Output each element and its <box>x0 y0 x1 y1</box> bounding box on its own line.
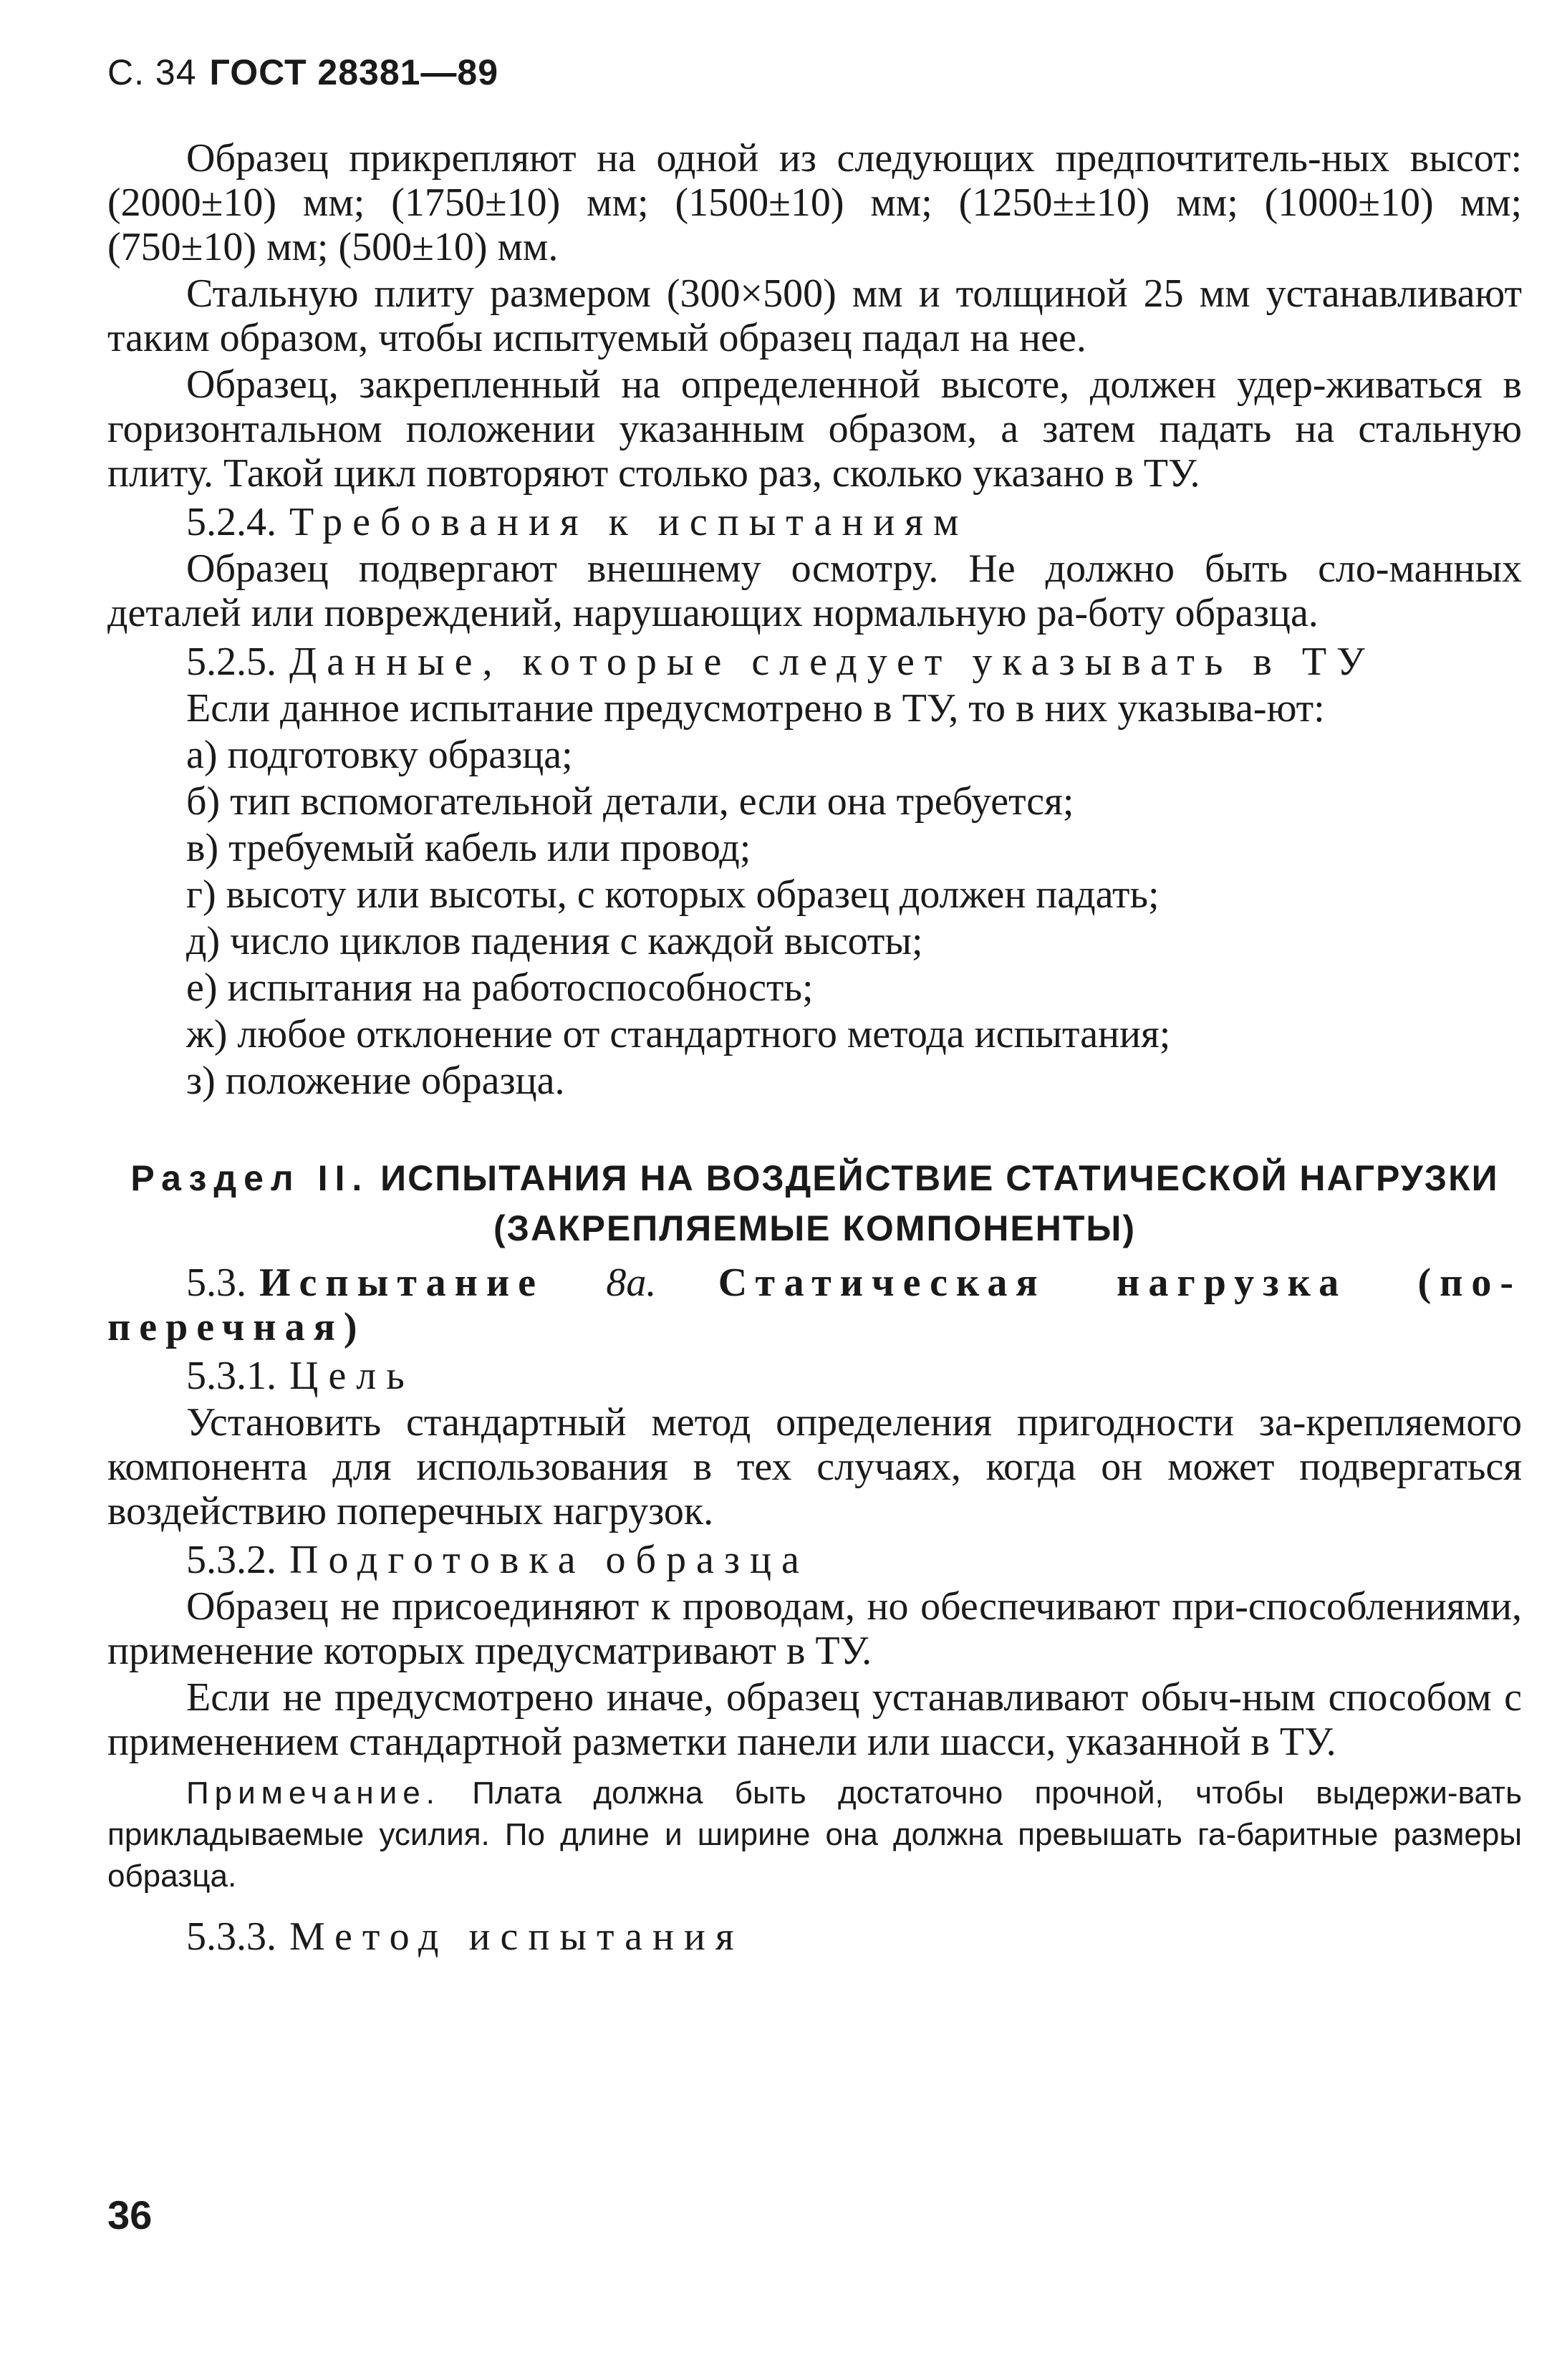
requirements-list <box>107 733 1522 1103</box>
list-item: ж) любое отклонение от стандартного метода испытания; <box>186 1012 1171 1056</box>
heading-5-2-4 <box>107 500 1522 544</box>
section-label: Раздел II. <box>130 1158 370 1198</box>
paragraph-heights: Образец прикрепляют на одной из следующих предпочтитель-ных высот: (2000±10) мм; (1750±10) мм; (1500±10) мм; (1250±±10) мм; (1000±10) мм; (750±10) мм; (500±10) мм. <box>107 136 1522 269</box>
heading-5-2-5 <box>107 640 1522 684</box>
heading-5-3-2 <box>107 1538 1522 1582</box>
list-item: а) подготовку образца; <box>186 733 573 777</box>
header-page-label: С. 34 <box>107 52 197 92</box>
list-item: з) положение образца. <box>186 1059 565 1103</box>
heading-number: 5.3.1. <box>186 1354 276 1398</box>
heading-title: Статическая нагрузка (по-перечная) <box>107 1261 1523 1349</box>
list-item: б) тип вспомогательной детали, если она требуется; <box>186 779 1074 824</box>
paragraph-purpose: Установить стандартный метод определения пригодности за-крепляемого компонента для использования в тех случаях, когда он может подвергаться воздействию поперечных нагрузок. <box>107 1400 1522 1533</box>
list-item: в) требуемый кабель или провод; <box>186 826 751 870</box>
heading-title: Подготовка образца <box>289 1538 809 1582</box>
section-title-line-1: ИСПЫТАНИЯ НА ВОЗДЕЙСТВИЕ СТАТИЧЕСКОЙ НАГРУЗКИ <box>380 1158 1499 1198</box>
test-word: Испытание <box>259 1261 544 1305</box>
section-title-line-2: (ЗАКРЕПЛЯЕМЫЕ КОМПОНЕНТЫ) <box>493 1208 1137 1248</box>
paragraph-drop-cycle: Образец, закрепленный на определенной высоте, должен удер-живаться в горизонтальном положении указанным образом, а затем падать на стальную плиту. Такой цикл повторяют столько раз, сколько указано в ТУ. <box>107 362 1522 496</box>
list-item: г) высоту или высоты, с которых образец должен падать; <box>186 872 1160 917</box>
heading-5-3 <box>107 1261 1522 1349</box>
heading-number: 5.3.2. <box>186 1538 276 1582</box>
note-text: Плата должна быть достаточно прочной, чтобы выдержи-вать прикладываемые усилия. По длине и ширине она должна превышать га-баритные размеры образца. <box>107 1776 1522 1894</box>
heading-number: 5.3.3. <box>186 1914 276 1959</box>
paragraph-wiring: Образец не присоединяют к проводам, но обеспечивают при-способлениями, применение которых предусматривают в ТУ. <box>107 1584 1522 1673</box>
section-title <box>107 1153 1522 1253</box>
heading-title: Требования к испытаниям <box>289 500 969 544</box>
note <box>107 1773 1522 1897</box>
test-id: 8а. <box>606 1261 657 1305</box>
running-header <box>107 52 498 93</box>
heading-title: Цель <box>289 1354 415 1398</box>
heading-number: 5.2.4. <box>186 500 276 544</box>
heading-title: Данные, которые следует указывать в ТУ <box>289 640 1375 684</box>
heading-5-3-3 <box>107 1914 1522 1959</box>
heading-number: 5.3. <box>186 1261 246 1305</box>
paragraph-inspection: Образец подвергают внешнему осмотру. Не должно быть сло-манных деталей или повреждений, нарушающих нормальную ра-боту образца. <box>107 546 1522 635</box>
document-body <box>107 136 1522 1961</box>
paragraph-steel-plate: Стальную плиту размером (300×500) мм и толщиной 25 мм устанавливают таким образом, чтобы испытуемый образец падал на нее. <box>107 271 1522 360</box>
list-item: д) число циклов падения с каждой высоты; <box>186 919 923 963</box>
header-standard-number: ГОСТ 28381—89 <box>209 52 499 92</box>
heading-5-3-1 <box>107 1354 1522 1398</box>
heading-title: Метод испытания <box>289 1914 744 1959</box>
paragraph-tu-data: Если данное испытание предусмотрено в ТУ, то в них указыва-ют: <box>186 686 1325 731</box>
note-label: Примечание. <box>186 1776 440 1811</box>
heading-number: 5.2.5. <box>186 640 276 684</box>
list-item: е) испытания на работоспособность; <box>186 965 814 1010</box>
paragraph-mounting: Если не предусмотрено иначе, образец устанавливают обыч-ным способом с применением стандартной разметки панели или шасси, указанной в ТУ. <box>107 1675 1522 1764</box>
page-number: 36 <box>107 2192 153 2237</box>
